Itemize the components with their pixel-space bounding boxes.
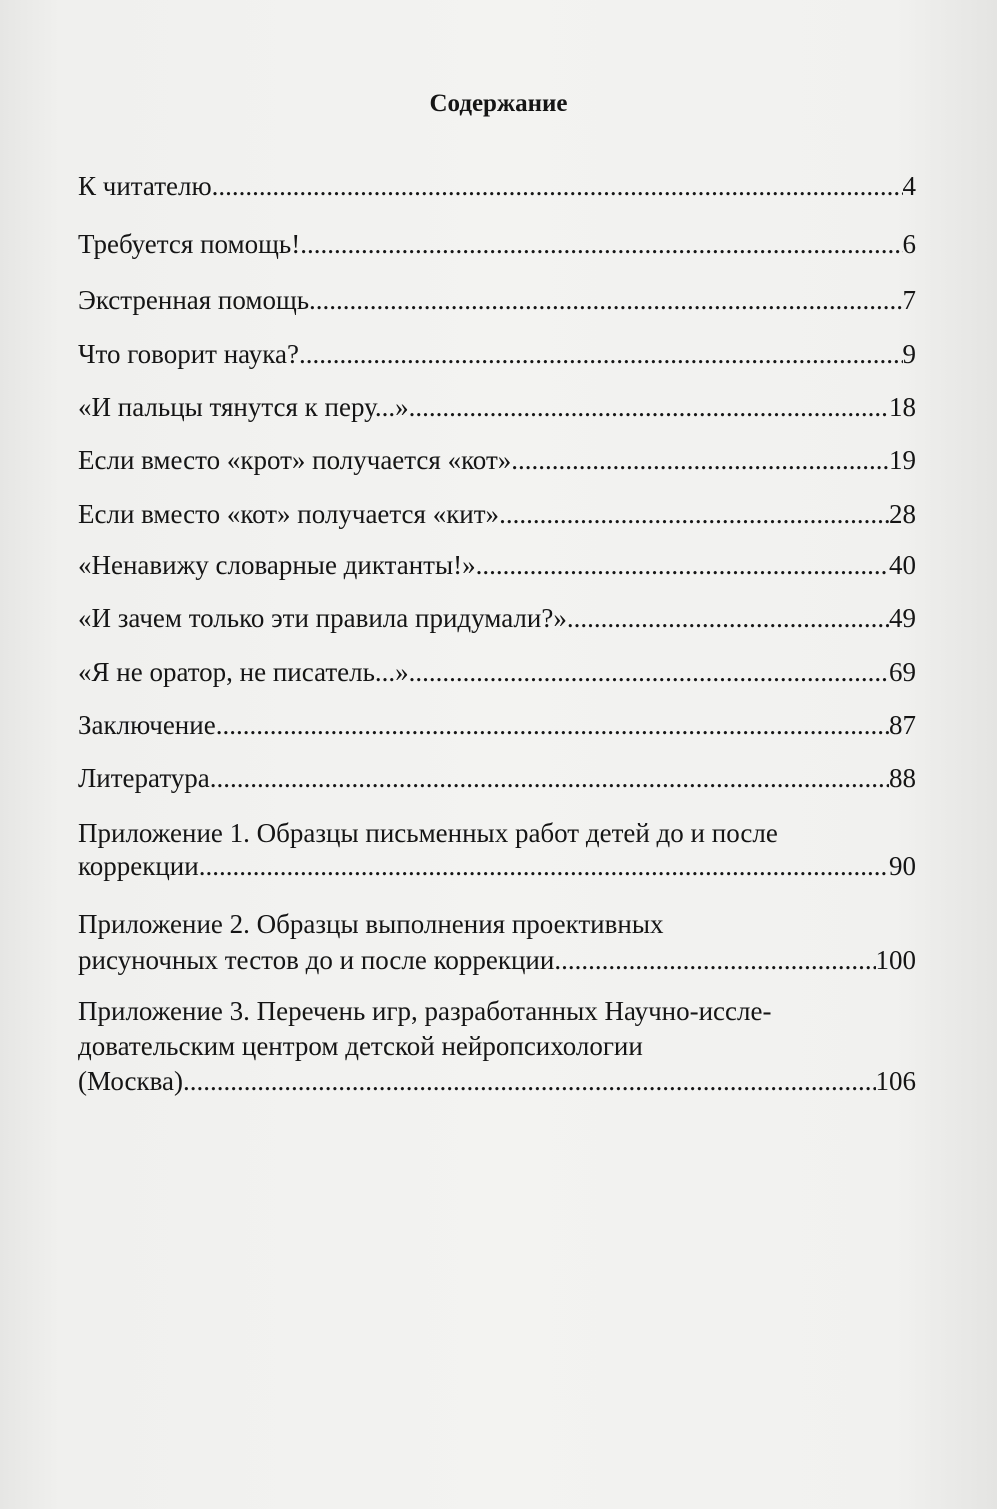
toc-entry-page: 28 [889, 499, 916, 529]
toc-entry [78, 446, 916, 475]
toc-entry-page: 9 [902, 339, 916, 369]
toc-entry [78, 172, 916, 201]
toc-entry-title-line: рисуночных тестов до и после коррекции [78, 945, 555, 975]
toc-entry-title: Экстренная помощь [78, 285, 310, 315]
leader-dots [183, 1064, 876, 1099]
leader-dots [511, 446, 889, 475]
toc-entry-appendix-1 [78, 817, 916, 883]
toc-entry-title-line: (Москва) [78, 1066, 183, 1096]
toc-entry-title: К читателю [78, 171, 212, 201]
toc-entry-page: 106 [875, 1066, 916, 1096]
leader-dots [212, 172, 903, 201]
toc-entry-title: Если вместо «крот» получается «кот» [78, 445, 512, 475]
toc-entry-page: 100 [875, 945, 916, 975]
toc-entry-page: 69 [889, 657, 916, 687]
toc-entry-page: 90 [889, 851, 916, 881]
leader-dots [554, 942, 875, 978]
leader-dots [409, 658, 889, 687]
toc-entry-page: 40 [889, 550, 916, 580]
toc-entry [78, 604, 916, 633]
toc-entry-title: «Ненавижу словарные диктанты!» [78, 550, 476, 580]
toc-entry-page: 7 [902, 285, 916, 315]
toc-entry-title-line: коррекции [78, 851, 199, 881]
leader-dots [309, 286, 902, 315]
toc-entry-title: Заключение [78, 710, 216, 740]
toc-entry-title: «Я не оратор, не писатель...» [78, 657, 409, 687]
leader-dots [409, 393, 889, 422]
toc-entry [78, 500, 916, 529]
toc-entry-page: 18 [889, 392, 916, 422]
toc-entry [78, 230, 916, 259]
toc-entry-appendix-3 [78, 994, 916, 1099]
leader-dots [499, 500, 889, 529]
leader-dots [300, 230, 902, 259]
toc-entry-title-line: довательским центром детской нейропсихологии [78, 1031, 643, 1061]
toc-entry-page: 6 [902, 229, 916, 259]
toc-entry-page: 87 [889, 710, 916, 740]
leader-dots [199, 850, 889, 883]
toc-entry-title: Если вместо «кот» получается «кит» [78, 499, 500, 529]
toc-entry-page: 4 [902, 171, 916, 201]
toc-entry-title: Что говорит наука? [78, 339, 299, 369]
toc-entry [78, 658, 916, 687]
toc-entry-title: «И зачем только эти правила придумали?» [78, 603, 567, 633]
toc-entry-page: 88 [889, 763, 916, 793]
leader-dots [210, 764, 889, 793]
toc-entry [78, 340, 916, 369]
toc-entry-title: Требуется помощь! [78, 229, 301, 259]
toc-entry-title-line: Приложение 2. Образцы выполнения проективных [78, 909, 664, 939]
toc-entry-title-line: Приложение 3. Перечень игр, разработанных Научно-иссле- [78, 996, 772, 1026]
leader-dots [216, 711, 889, 740]
toc-entry [78, 286, 916, 315]
leader-dots [299, 340, 903, 369]
toc-entry-title: «И пальцы тянутся к перу...» [78, 392, 409, 422]
leader-dots [567, 604, 889, 633]
toc-entry [78, 764, 916, 793]
toc-entry-title-line: Приложение 1. Образцы письменных работ детей до и после [78, 818, 778, 848]
toc-entry-page: 49 [889, 603, 916, 633]
toc-entry [78, 551, 916, 580]
toc-entry-page: 19 [889, 445, 916, 475]
contents-title: Содержание [429, 90, 568, 117]
toc-entry-title: Литература [78, 763, 210, 793]
toc-entry [78, 393, 916, 422]
leader-dots [476, 551, 889, 580]
toc-entry [78, 711, 916, 740]
toc-entry-appendix-2 [78, 906, 916, 978]
